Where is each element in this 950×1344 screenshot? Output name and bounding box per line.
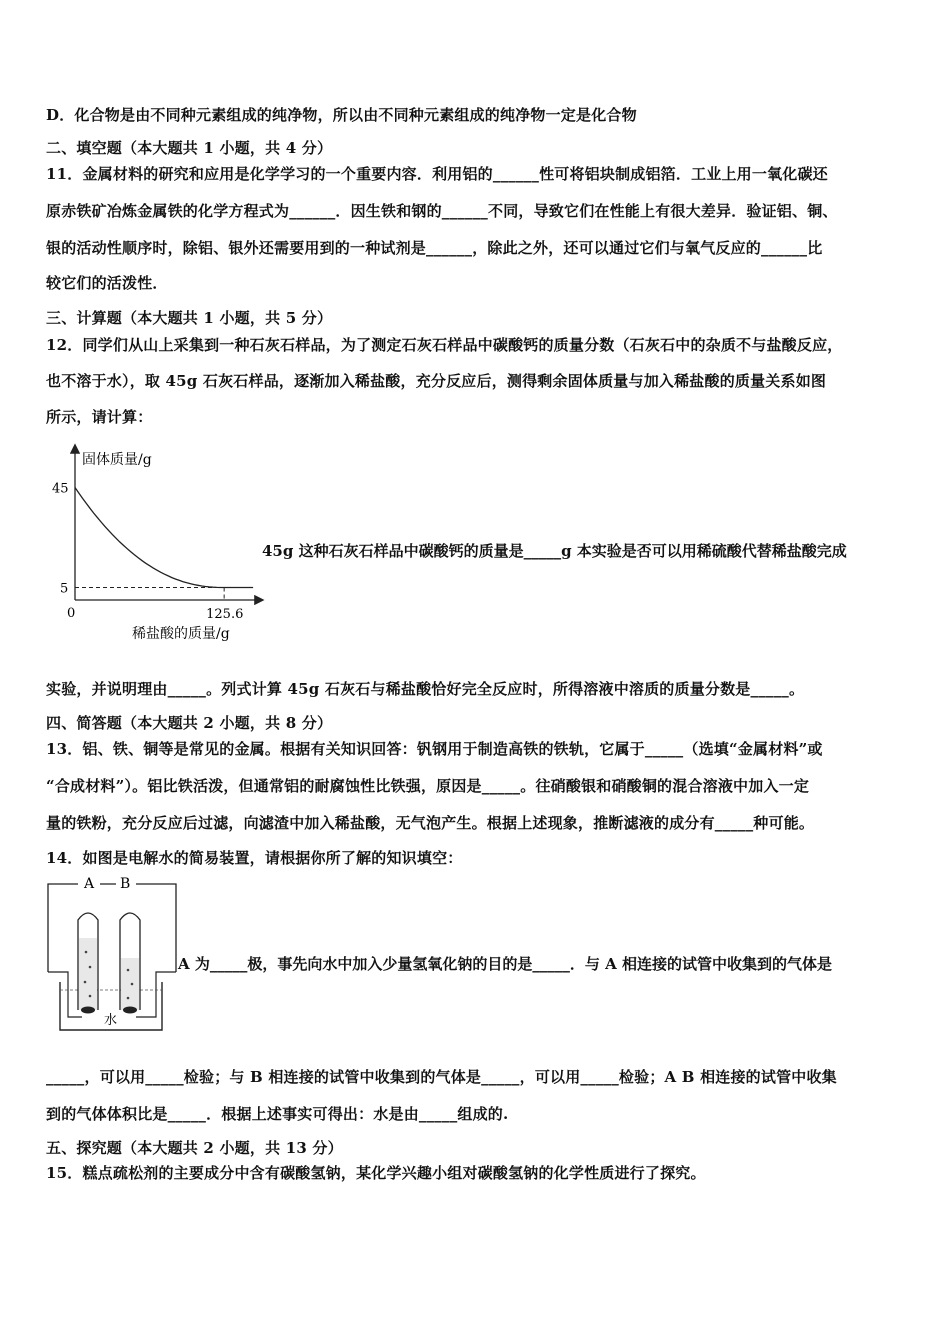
option-d: D．化合物是由不同种元素组成的纯净物，所以由不同种元素组成的纯净物一定是化合物 bbox=[46, 106, 637, 124]
q12-line-2: 也不溶于水），取 45g 石灰石样品，逐渐加入稀盐酸，充分反应后，测得剩余固体质量与加入稀盐酸的质量关系如图 bbox=[46, 372, 827, 390]
q14-line-3: 到的气体体积比是_____．根据上述事实可得出：水是由_____组成的. bbox=[46, 1105, 509, 1123]
q14-side-text: A 为_____极，事先向水中加入少量氢氧化钠的目的是_____．与 A 相连接的试管中收集到的气体是 bbox=[178, 955, 832, 973]
wire bbox=[48, 884, 176, 972]
tube-b-liquid bbox=[121, 958, 139, 1010]
section-5-heading: 五、探究题（本大题共 2 小题，共 13 分） bbox=[46, 1139, 343, 1157]
label-a: A bbox=[84, 876, 95, 892]
electrode-a bbox=[81, 1007, 95, 1014]
q13-line-3: 量的铁粉，充分反应后过滤，向滤渣中加入稀盐酸，无气泡产生。根据上述现象，推断滤液的成分有_____种可能。 bbox=[46, 814, 815, 832]
series-line bbox=[75, 488, 253, 588]
origin-label: 0 bbox=[67, 606, 76, 621]
q13-line-1: 13．铝、铁、铜等是常见的金属。根据有关知识回答：钒钢用于制造高铁的铁轨，它属于_____（选填“金属材料”或 bbox=[46, 740, 823, 758]
q11-line-3: 银的活动性顺序时，除铝、银外还需要用到的一种试剂是______，除此之外，还可以通过它们与氧气反应的______比 bbox=[46, 239, 823, 257]
water-label: 水 bbox=[104, 1013, 118, 1028]
q14-line-1: 14．如图是电解水的简易装置，请根据你所了解的知识填空： bbox=[46, 849, 463, 867]
label-b: B bbox=[120, 876, 131, 892]
section-3-heading: 三、计算题（本大题共 1 小题，共 5 分） bbox=[46, 309, 333, 327]
section-4-heading: 四、简答题（本大题共 2 小题，共 8 分） bbox=[46, 714, 333, 732]
q12-line-4: 实验，并说明理由_____。列式计算 45g 石灰石与稀盐酸恰好完全反应时，所得溶液中溶质的质量分数是_____。 bbox=[46, 680, 805, 698]
q12-line-3: 所示，请计算： bbox=[46, 408, 153, 426]
x-tick-label: 125.6 bbox=[206, 607, 244, 622]
q13-line-2: “合成材料”）。铝比铁活泼，但通常铝的耐腐蚀性比铁强，原因是_____。往硝酸银和硝酸铜的混合溶液中加入一定 bbox=[46, 777, 810, 795]
electrode-a-wire bbox=[48, 972, 82, 1017]
tube-a-liquid bbox=[79, 938, 97, 1010]
q12-line-1: 12．同学们从山上采集到一种石灰石样品，为了测定石灰石样品中碳酸钙的质量分数（石灰石中的杂质不与盐酸反应， bbox=[46, 336, 843, 354]
mass-chart bbox=[40, 440, 270, 655]
y-tick-label: 5 bbox=[60, 581, 69, 597]
q15-line-1: 15．糕点疏松剂的主要成分中含有碳酸氢钠，某化学兴趣小组对碳酸氢钠的化学性质进行了探究。 bbox=[46, 1164, 706, 1182]
q11-line-2: 原赤铁矿冶炼金属铁的化学方程式为______．因生铁和钢的______不同，导致它们在性能上有很大差异．验证铝、铜、 bbox=[46, 202, 838, 220]
y-tick-label: 45 bbox=[52, 481, 69, 497]
electrode-b bbox=[123, 1007, 137, 1014]
y-axis-label: 固体质量/g bbox=[82, 452, 152, 468]
q12-side-text: 45g 这种石灰石样品中碳酸钙的质量是_____g 本实验是否可以用稀硫酸代替稀盐酸完成 bbox=[262, 542, 847, 560]
x-axis-label: 稀盐酸的质量/g bbox=[132, 626, 230, 642]
q14-line-2: _____，可以用_____检验；与 B 相连接的试管中收集到的气体是_____，可以用_____检验；A B 相连接的试管中收集 bbox=[46, 1068, 837, 1086]
q11-line-4: 较它们的活泼性． bbox=[46, 274, 168, 292]
section-2-heading: 二、填空题（本大题共 1 小题，共 4 分） bbox=[46, 139, 333, 157]
q11-line-1: 11．金属材料的研究和应用是化学学习的一个重要内容．利用铝的______性可将铝块制成铝箔．工业上用一氧化碳还 bbox=[46, 165, 828, 183]
electrode-b-wire bbox=[136, 972, 176, 1017]
electrolysis-apparatus bbox=[40, 872, 180, 1032]
